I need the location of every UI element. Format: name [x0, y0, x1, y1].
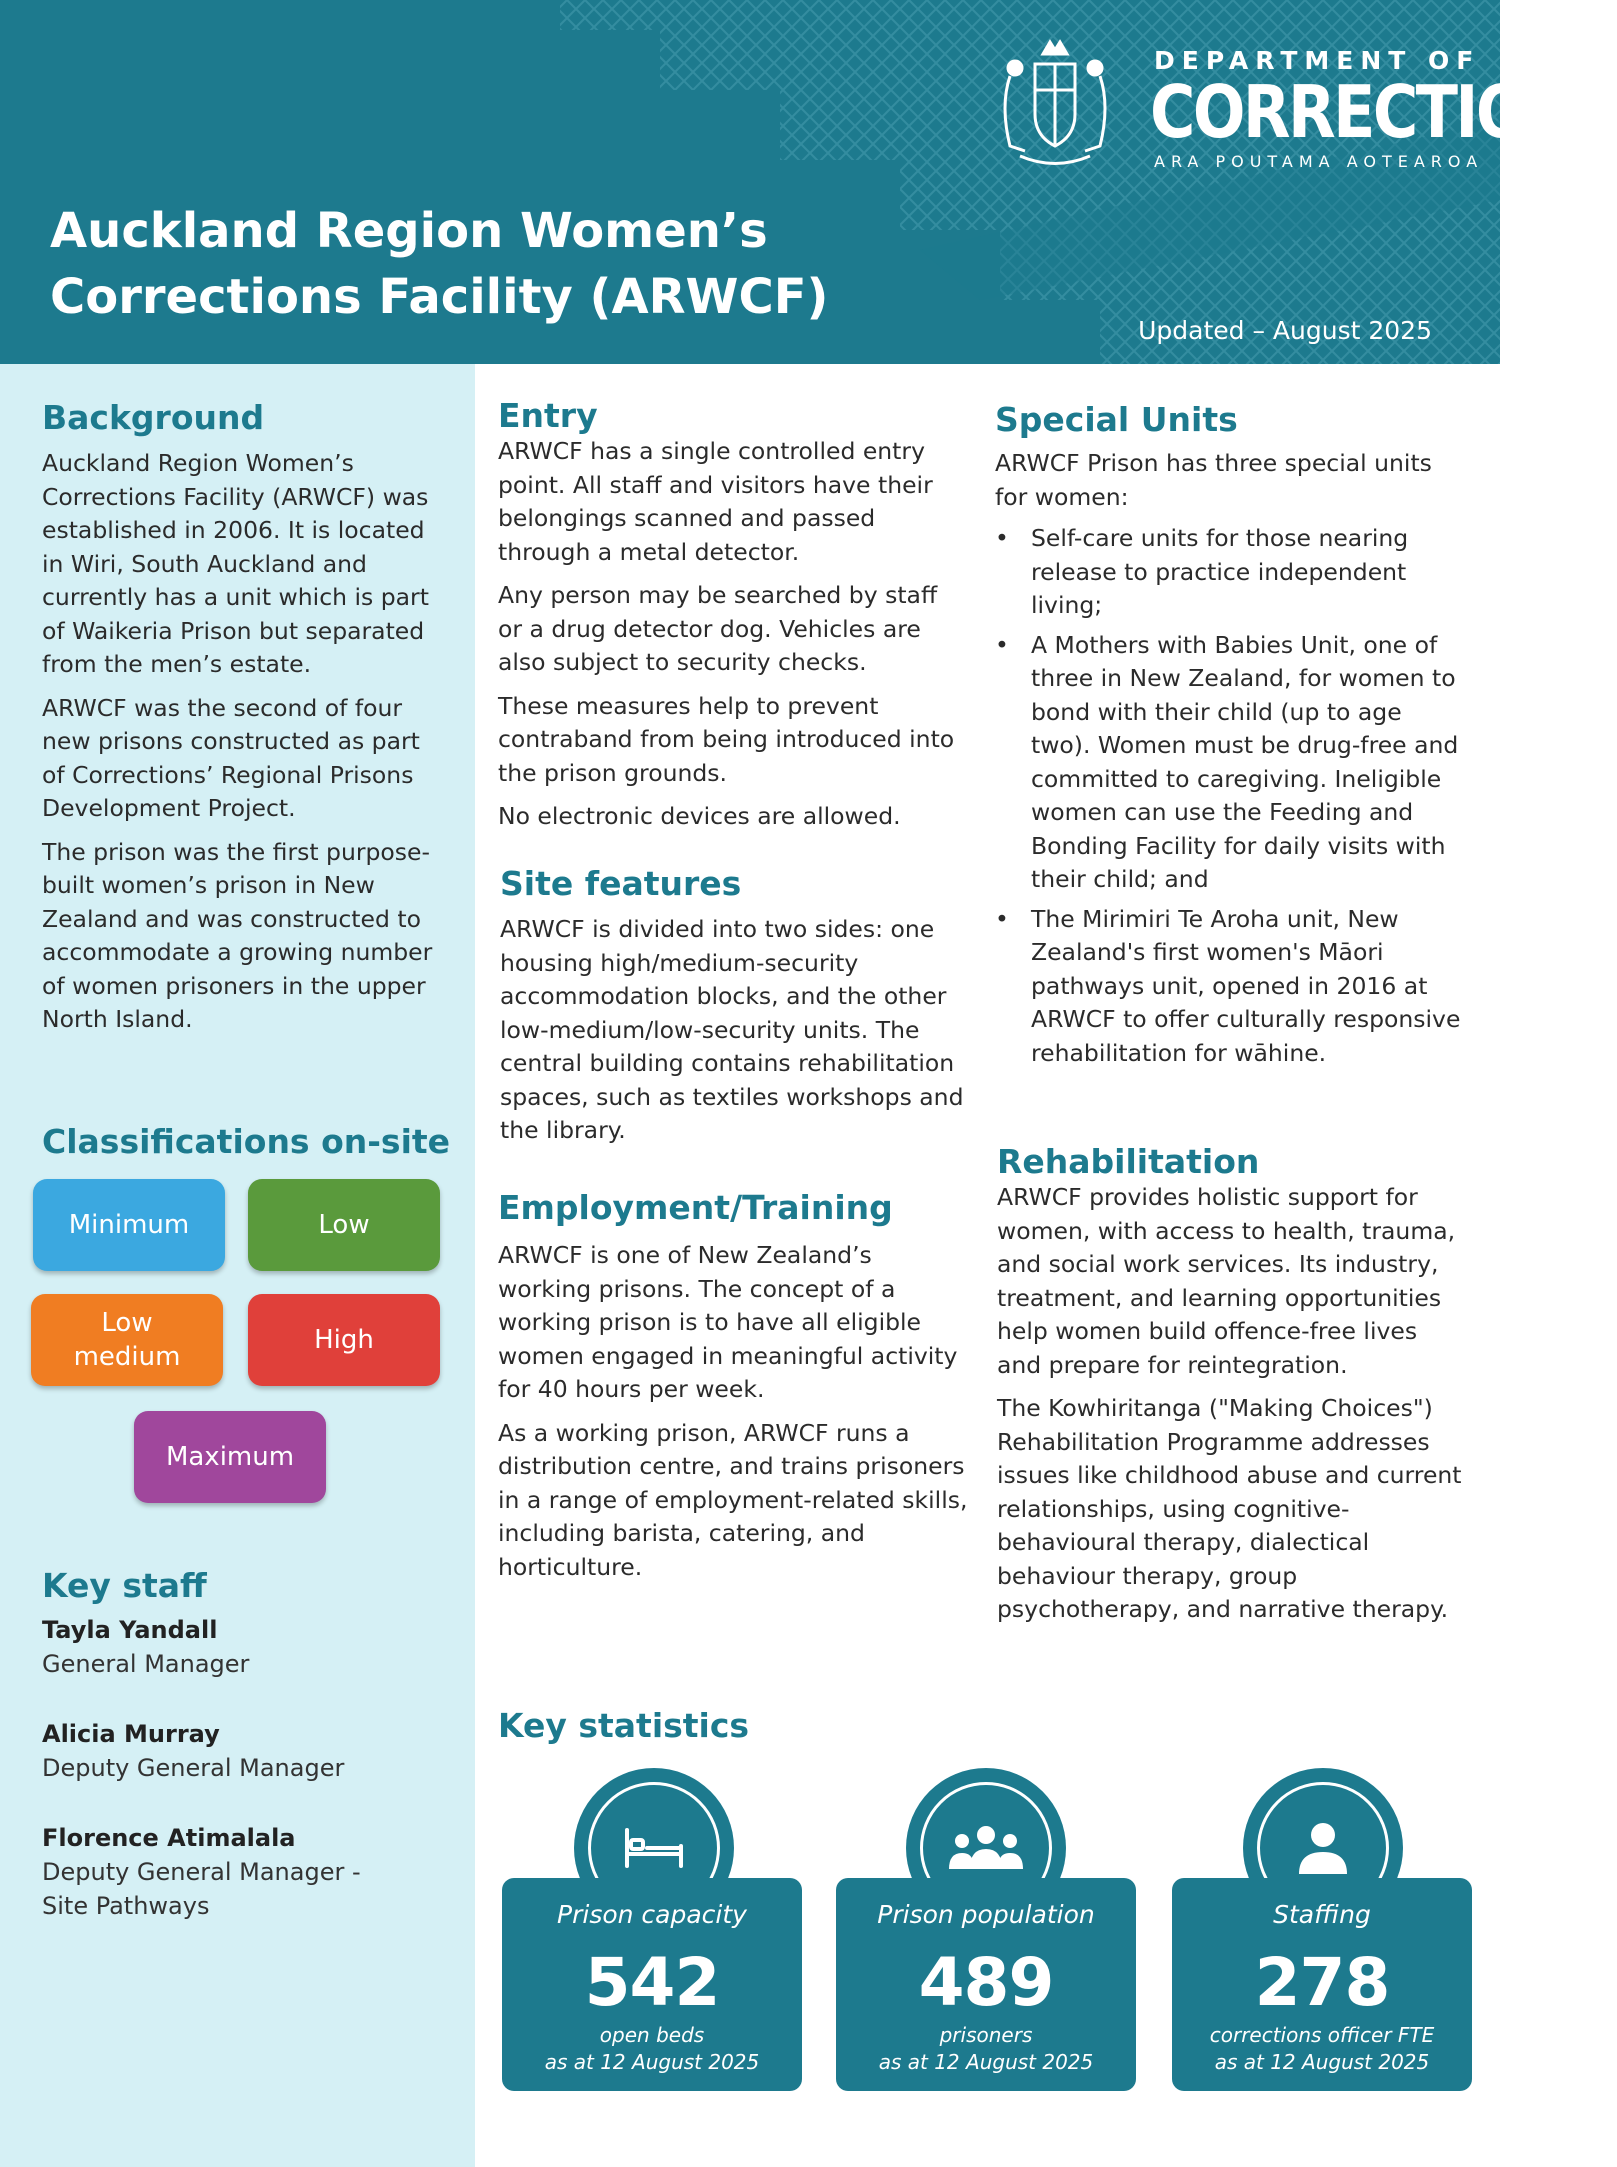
stat-note — [1172, 2022, 1472, 2076]
special-units-heading: Special Units — [995, 400, 1238, 439]
staff-role: Deputy General Manager - Site Pathways — [42, 1858, 361, 1920]
page-title — [50, 198, 950, 330]
employment-paragraph-2: As a working prison, ARWCF runs a distribution centre, and trains prisoners in a range of employment-related skills, including barista, catering, and horticulture. — [498, 1418, 968, 1581]
staff-name: Alicia Murray — [42, 1720, 220, 1748]
key-staff-heading: Key staff — [42, 1566, 207, 1605]
stat-card-population — [836, 1878, 1136, 2091]
updated-date: Updated – August 2025 — [1138, 316, 1432, 345]
site-features-paragraph: ARWCF is divided into two sides: one housing high/medium-security accommodation blocks, and the other low-medium/low-security units. The central building contains rehabilitation spaces, such as textiles workshops and the library. — [500, 915, 964, 1144]
background-paragraph-1: Auckland Region Women’s Corrections Facility (ARWCF) was established in 2006. It is located in Wiri, South Auckland and currently has a unit which is part of Waikeria Prison but separated from the men’s estate. — [42, 449, 429, 678]
list-item: • Self-care units for those nearing release to practice independent living; — [1031, 522, 1465, 623]
staff-member — [42, 1613, 462, 1681]
entry-heading: Entry — [498, 396, 598, 435]
stat-label: Prison capacity — [557, 1900, 747, 1929]
background-paragraph-3: The prison was the first purpose-built women’s prison in New Zealand and was constructed to accommodate a growing number of women prisoners in the upper North Island. — [42, 837, 433, 1033]
logo-department-text: DEPARTMENT OF — [1154, 46, 1481, 75]
employment-section — [498, 1188, 968, 1584]
staff-name: Tayla Yandall — [42, 1616, 218, 1644]
stat-value: 489 — [918, 1944, 1054, 2021]
stat-note-line-1: prisoners — [939, 2023, 1033, 2047]
title-line-2: Corrections Facility (ARWCF) — [50, 269, 829, 325]
classifications-heading: Classifications on-site — [42, 1122, 451, 1161]
classification-badge-low: Low — [248, 1179, 440, 1271]
classification-badge-low-medium: Low medium — [31, 1294, 223, 1386]
stat-value: 542 — [584, 1944, 720, 2021]
entry-paragraph-2: Any person may be searched by staff or a drug detector dog. Vehicles are also subject to security checks. — [498, 581, 938, 676]
background-heading: Background — [42, 398, 265, 437]
stat-card-capacity — [502, 1878, 802, 2091]
special-units-intro: ARWCF Prison has three special units for women: — [995, 449, 1432, 511]
key-statistics-section — [498, 1706, 968, 1745]
classifications-section — [42, 1122, 462, 1161]
background-section — [42, 398, 442, 1037]
stat-value: 278 — [1254, 1944, 1390, 2021]
corrections-logo — [980, 36, 1617, 181]
entry-paragraph-4: No electronic devices are allowed. — [498, 802, 901, 830]
header-banner — [0, 0, 1617, 364]
key-staff-section — [42, 1566, 462, 1923]
entry-paragraph-1: ARWCF has a single controlled entry point. All staff and visitors have their belongings scanned and passed through a metal detector. — [498, 437, 933, 566]
employment-paragraph-1: ARWCF is one of New Zealand’s working prisons. The concept of a working prison is to have all eligible women engaged in meaningful activity for 40 hours per week. — [498, 1241, 958, 1403]
rehabilitation-heading: Rehabilitation — [997, 1142, 1260, 1181]
entry-section — [498, 396, 968, 834]
classification-badge-high: High — [248, 1294, 440, 1386]
entry-paragraph-3: These measures help to prevent contraband from being introduced into the prison grounds. — [498, 691, 955, 787]
stat-note — [502, 2022, 802, 2076]
list-item: • A Mothers with Babies Unit, one of three in New Zealand, for women to bond with their child (up to age two). Women must be drug-free and committed to caregiving. Ineligible women can use the Feeding and Bonding Facility for daily visits with their child; and — [1031, 629, 1465, 897]
stat-note — [836, 2022, 1136, 2076]
stat-note-line-1: open beds — [599, 2023, 705, 2047]
site-features-section — [500, 864, 970, 1148]
list-item: • The Mirimiri Te Aroha unit, New Zealand's first women's Māori pathways unit, opened in 2016 at ARWCF to offer culturally responsive rehabilitation for wāhine. — [1031, 903, 1465, 1071]
rehabilitation-paragraph-2: The Kowhiritanga ("Making Choices") Rehabilitation Programme addresses issues like childhood abuse and current relationships, using cognitive-behavioural therapy, dialectical behaviour therapy, group psychotherapy, and narrative therapy. — [997, 1394, 1462, 1623]
coat-of-arms-icon — [980, 36, 1130, 181]
staff-role: General Manager — [42, 1650, 250, 1678]
key-statistics-heading: Key statistics — [498, 1706, 750, 1745]
logo-maori-subtitle: ARA POUTAMA AOTEAROA — [1154, 152, 1484, 171]
special-units-list — [995, 522, 1465, 1070]
stat-label: Staffing — [1273, 1900, 1371, 1929]
bed-icon — [623, 1828, 685, 1868]
stat-note-line-2: as at 12 August 2025 — [878, 2050, 1094, 2074]
classification-badge-minimum: Minimum — [33, 1179, 225, 1271]
background-paragraph-2: ARWCF was the second of four new prisons constructed as part of Corrections’ Regional Prisons Development Project. — [42, 693, 420, 822]
person-icon — [1293, 1820, 1353, 1876]
site-features-heading: Site features — [500, 864, 742, 903]
stat-note-line-2: as at 12 August 2025 — [1214, 2050, 1430, 2074]
staff-role: Deputy General Manager — [42, 1754, 345, 1782]
title-line-1: Auckland Region Women’s — [50, 203, 768, 259]
staff-member — [42, 1717, 462, 1785]
stat-card-staffing — [1172, 1878, 1472, 2091]
special-units-section — [995, 400, 1465, 1076]
staff-name: Florence Atimalala — [42, 1824, 296, 1852]
employment-heading: Employment/Training — [498, 1188, 893, 1227]
rehabilitation-section — [997, 1142, 1467, 1627]
classification-badge-maximum: Maximum — [134, 1411, 326, 1503]
stat-note-line-2: as at 12 August 2025 — [544, 2050, 760, 2074]
rehabilitation-paragraph-1: ARWCF provides holistic support for women, with access to health, trauma, and social work services. Its industry, treatment, and learning opportunities help women build offence-free lives and prepare for reintegration. — [997, 1183, 1456, 1379]
logo-corrections-text: CORRECTIONS — [1150, 70, 1617, 154]
stat-note-line-1: corrections officer FTE — [1209, 2023, 1435, 2047]
people-group-icon — [946, 1823, 1026, 1873]
stat-label: Prison population — [877, 1900, 1095, 1929]
staff-member — [42, 1821, 382, 1923]
